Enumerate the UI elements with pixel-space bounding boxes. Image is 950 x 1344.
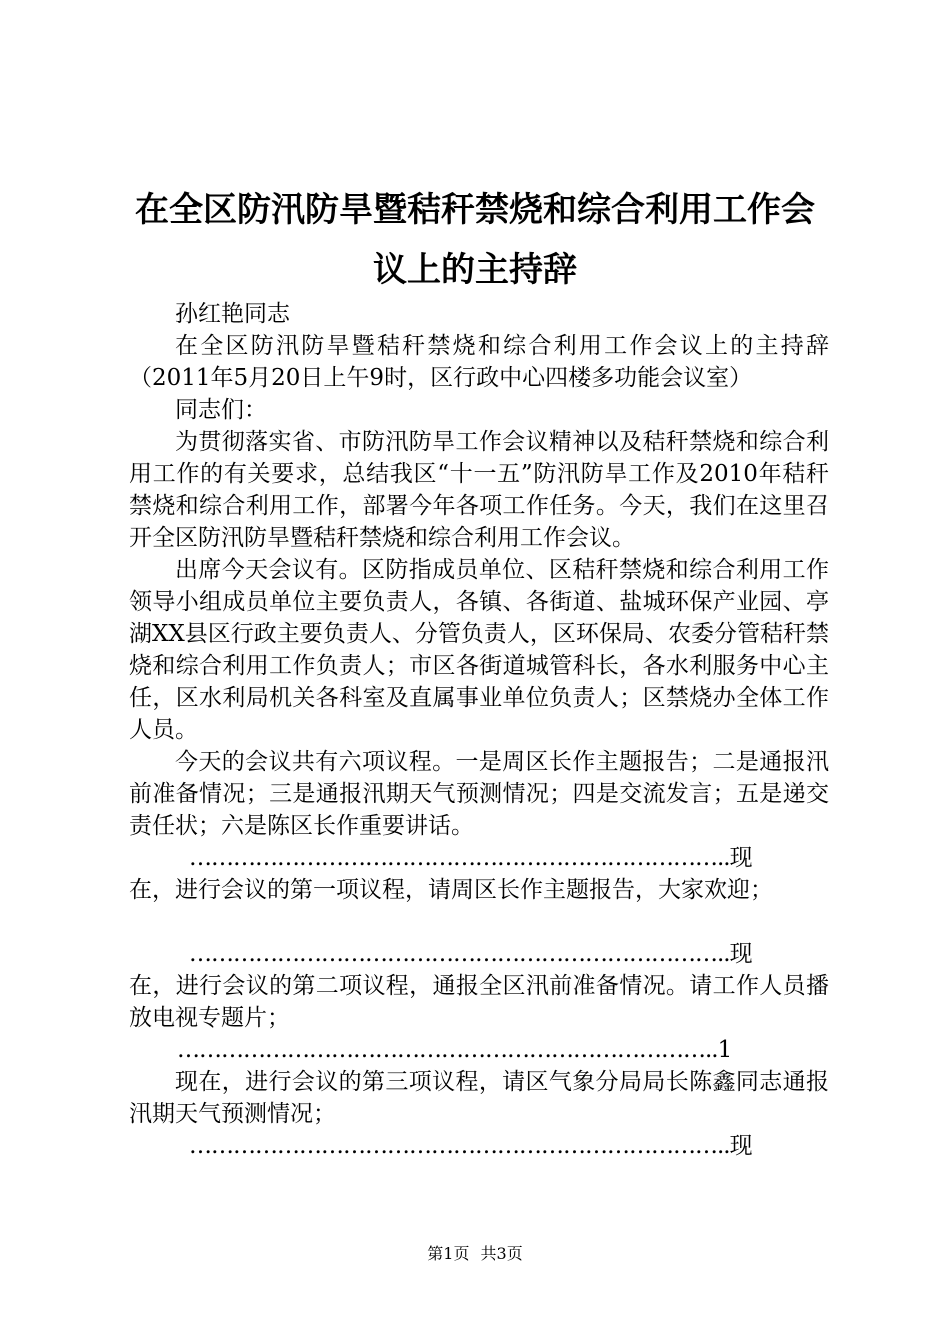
page-total: 共3页	[480, 1244, 523, 1263]
dots-line-3: ………………………………………………………………..1	[177, 1037, 732, 1063]
dots-line-2: ………………………………………………………………..现	[189, 941, 752, 967]
dots-line-1: ………………………………………………………………..现	[189, 845, 752, 871]
agenda-item-1: 在，进行会议的第一项议程，请周区长作主题报告，大家欢迎；	[129, 877, 773, 903]
page-footer	[0, 1244, 950, 1264]
document-body	[129, 298, 829, 1162]
paragraph-subtitle: 在全区防汛防旱暨秸秆禁烧和综合利用工作会议上的主持辞（2011年5月20日上午9时，区行政中心四楼多功能会议室）	[129, 333, 829, 391]
agenda-item-3: 现在，进行会议的第三项议程，请区气象分局局长陈鑫同志通报汛期天气预测情况；	[129, 1069, 829, 1127]
agenda-item-2: 在，进行会议的第二项议程，通报全区汛前准备情况。请工作人员播放电视专题片；	[129, 973, 829, 1031]
paragraph-addressee: 孙红艳同志	[175, 301, 290, 327]
paragraph-attendees: 出席今天会议有。区防指成员单位、区秸秆禁烧和综合利用工作领导小组成员单位主要负责人，各镇、各街道、盐城环保产业园、亭湖XX县区行政主要负责人、分管负责人，区环保局、农委分管秸秆禁烧和综合利用工作负责人；市区各街道城管科长，各水利服务中心主任，区水利局机关各科室及直属事业单位负责人；区禁烧办全体工作人员。	[129, 557, 829, 743]
document-title-line1: 在全区防汛防旱暨秸秆禁烧和综合利用工作会	[135, 190, 815, 230]
paragraph-agenda: 今天的会议共有六项议程。一是周区长作主题报告；二是通报汛前准备情况；三是通报汛期天气预测情况；四是交流发言；五是递交责任状；六是陈区长作重要讲话。	[129, 749, 829, 839]
paragraph-greeting: 同志们：	[175, 397, 267, 423]
page-number: 第1页	[427, 1244, 470, 1263]
paragraph-purpose: 为贯彻落实省、市防汛防旱工作会议精神以及秸秆禁烧和综合利用工作的有关要求，总结我区“十一五”防汛防旱工作及2010年秸秆禁烧和综合利用工作，部署今年各项工作任务。今天，我们在这里召开全区防汛防旱暨秸秆禁烧和综合利用工作会议。	[129, 429, 829, 551]
document-title-line2: 议上的主持辞	[373, 250, 577, 290]
dots-line-4: ………………………………………………………………..现	[189, 1133, 752, 1159]
